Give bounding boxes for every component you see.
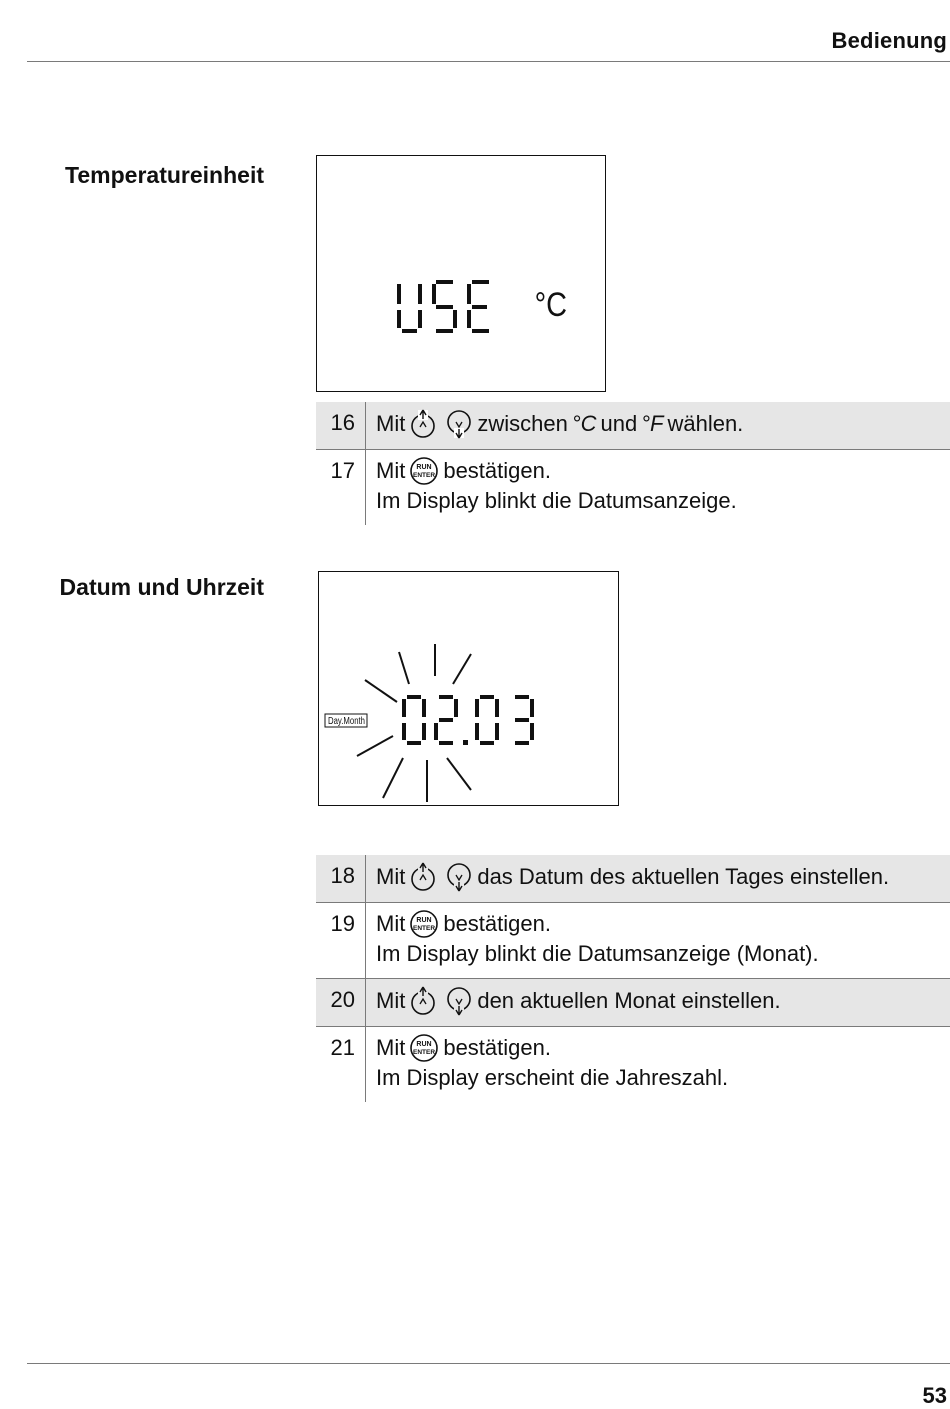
step-number: 21 — [316, 1027, 366, 1102]
page-number: 53 — [922, 1383, 947, 1408]
lcd-display-date — [318, 571, 619, 806]
run-enter-key-icon — [409, 1033, 439, 1063]
step-text-line2: Im Display blinkt die Datumsanzeige (Monat). — [376, 941, 819, 966]
header-rule — [27, 61, 950, 62]
step-number: 17 — [316, 450, 366, 525]
lcd-day-month-label: Day.Month — [328, 716, 365, 727]
svg-text:RUN: RUN — [416, 917, 432, 924]
step-number: 19 — [316, 903, 366, 978]
step-text: Mit — [376, 411, 406, 436]
run-enter-key-icon — [409, 456, 439, 486]
section-title-temperature-unit: Temperatureinheit — [65, 162, 264, 188]
up-arrow-key-icon — [409, 985, 437, 1017]
step-text: Mit — [376, 988, 406, 1013]
step-text: zwischen — [477, 411, 568, 436]
steps-table-date — [316, 855, 950, 1102]
step-text: das Datum des aktuellen Tages einstellen. — [477, 864, 890, 889]
unit-fahrenheit: °F — [641, 411, 664, 436]
step-text: bestätigen. — [443, 911, 551, 936]
lcd-display-temperature-unit — [316, 155, 606, 392]
up-arrow-key-icon — [409, 408, 437, 440]
step-row — [316, 855, 950, 903]
down-arrow-key-icon — [445, 985, 473, 1017]
step-row — [316, 402, 950, 450]
step-row — [316, 1027, 950, 1102]
footer-rule — [27, 1363, 950, 1364]
steps-table-temperature — [316, 402, 950, 525]
up-arrow-key-icon — [409, 861, 437, 893]
step-text: Mit — [376, 864, 406, 889]
step-number: 20 — [316, 979, 366, 1026]
blink-rays-icon — [357, 644, 471, 802]
lcd-segments-date — [319, 572, 617, 804]
step-row — [316, 450, 950, 525]
down-arrow-key-icon — [445, 408, 473, 440]
svg-text:ENTER: ENTER — [413, 1049, 436, 1056]
lcd-unit-label: °C — [534, 284, 568, 324]
down-arrow-key-icon — [445, 861, 473, 893]
step-text: und — [600, 411, 638, 436]
unit-celsius: °C — [571, 411, 597, 436]
run-enter-key-icon — [409, 909, 439, 939]
svg-text:ENTER: ENTER — [413, 925, 436, 932]
step-row — [316, 979, 950, 1027]
step-text: Mit — [376, 1035, 406, 1060]
step-text: bestätigen. — [443, 458, 551, 483]
svg-text:RUN: RUN — [416, 1041, 432, 1048]
step-text-line2: Im Display blinkt die Datumsanzeige. — [376, 488, 737, 513]
step-text-line2: Im Display erscheint die Jahreszahl. — [376, 1065, 729, 1090]
running-header: Bedienung — [831, 28, 947, 53]
section-title-date-time: Datum und Uhrzeit — [59, 574, 264, 600]
step-row — [316, 903, 950, 979]
svg-text:ENTER: ENTER — [413, 472, 436, 479]
step-text: wählen. — [667, 411, 744, 436]
step-text: Mit — [376, 911, 406, 936]
svg-text:RUN: RUN — [416, 464, 432, 471]
step-number: 16 — [316, 402, 366, 449]
step-text: Mit — [376, 458, 406, 483]
step-text: bestätigen. — [443, 1035, 551, 1060]
lcd-segments-use — [317, 156, 604, 390]
step-number: 18 — [316, 855, 366, 902]
step-text: den aktuellen Monat einstellen. — [477, 988, 781, 1013]
